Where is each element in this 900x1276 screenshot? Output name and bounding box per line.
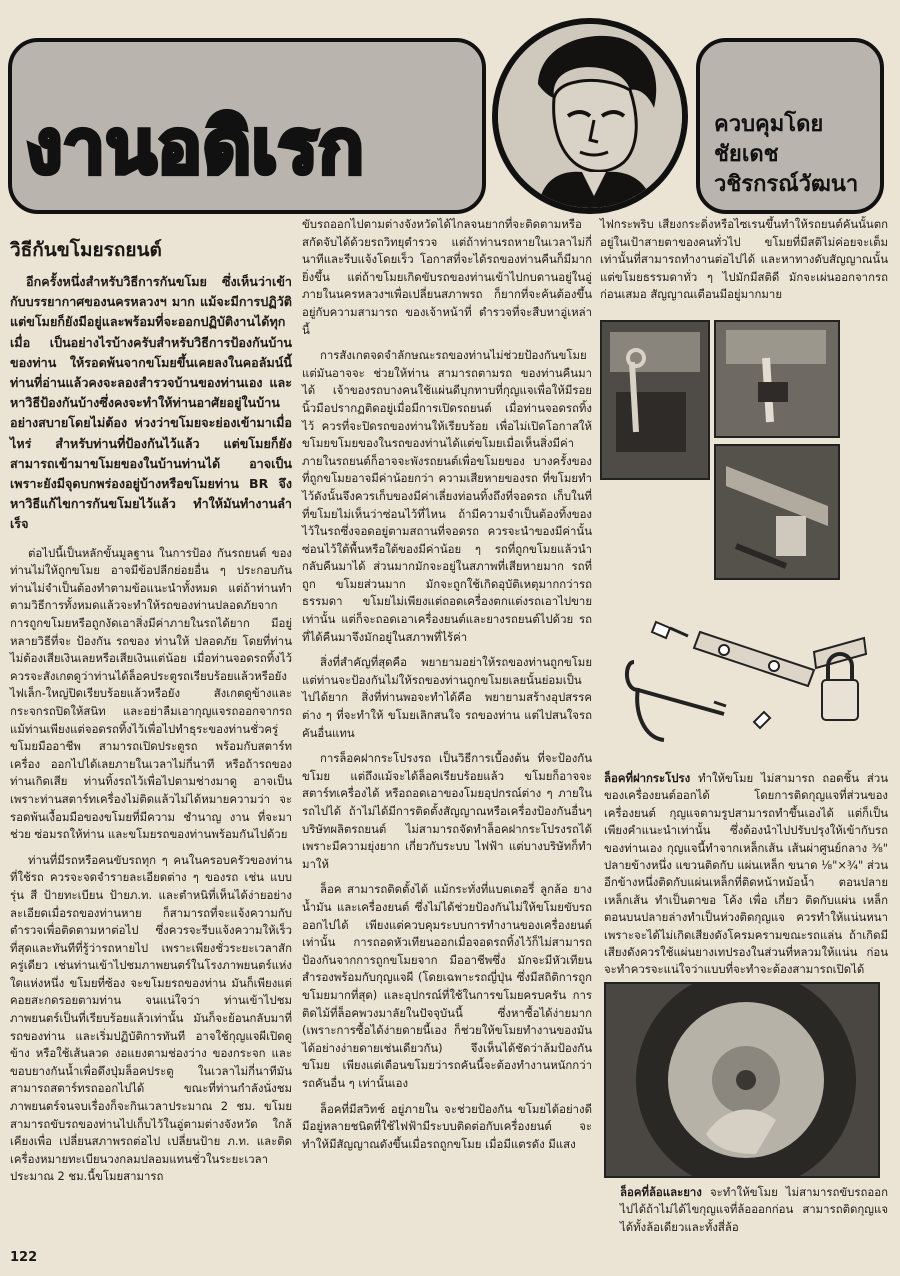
body-paragraph: ท่านที่มีรถหรือคนขับรถทุก ๆ คนในครอบครัวของท่านที่ใช้รถ ควรจะจดจำรายละเอียดต่าง ๆ ของรถ เช่น แบบรุ่น สี ป้ายทะเบียน ป้ายภ.ท. และตำหนิที่เห็นได้ง่ายอย่างละเอียดเมื่อรถของท่านหาย ก็สามารถที่จะแจ้งความกับตำรวจเพื่อติดตามหาต่อไป ซึ่งควรจะรีบแจ้งความให้เร็วที่สุดและทันทีที่รู้ว่ารถหายไป เพราะเพียงชั่วระยะเวลาสักครู่เดียว เช่นท่านเข้าไปชมภาพยนตร์ในโรงภาพยนตร์แห่งใดแห่งหนึ่ง ขโมยที่ซ้อง จะขโมยรถของท่าน มันก็เพียงแต่คอยสะกดรอยตามท่าน จนแน่ใจว่า ท่านเข้าไปชม ภาพยนตร์เป็นที่เรียบร้อยแล้วเท่านั้น มันก็จะย้อนกลับมาที่รถของท่าน และเริ่มปฏิบัติการทันที อาจใช้กุญแจผีเปิดดูข้าง หรือใช้เส้นลวด งอแยงตามช่องว่าง ของกระจก และขอบยางกันน้ำเพื่อดึงปุ่มล็อคประตู ในเวลาไม่กี่นาทีมันสามารถสตาร์ทรถออกไปได้ ขณะที่ท่านกำลังนั่งชมภาพยนตร์จนจบเรื่องก็จะกินเวลาประมาณ 2 ชม. ขโมยสามารถขับรถของท่านไปเก็บไว้ในอู่ตามต่างจังหวัด ใกล้เคียงเพื่อ เปลี่ยนสภาพรถต่อไป เปลี่ยนป้าย ภ.ท. และติดเครื่องหมายทะเบียนวงกลมปลอมแทนชั่วในระยะเวลาประมาณ 2 ชม.นี้ขโมยสามารถ <box>10 852 292 1184</box>
lock-mount-photo <box>714 444 840 580</box>
hood-lock-diagram <box>604 592 886 762</box>
title-panel <box>8 38 486 214</box>
credit-line-2: ชัยเดช <box>714 142 779 167</box>
body-paragraph: ล็อค สามารถติดตั้งได้ แม้กระทั่งที่แบตเตอรี่ ลูกล้อ ยาง น้ำมัน และเครื่องยนต์ ซึ่งไม่ได้ช่วยป้องกันไม่ให้ขโมยขับรถออกไปได้ เพียงแต่ควบคุมระบบการทำงานของเครื่องยนต์เท่านั้น การถอดหัวเทียนออกเมื่อจอดรถทิ้งไว้ก็ไม่สามารถป้องกันจากการถูกขโมยจาก มืออาชีพซึ่ง มักจะมีหัวเทียนสำรองพร้อมกับกุญแจผี (โดยเฉพาะรถญี่ปุ่น ซึ่งมีสถิติการถูกขโมยมากที่สุด) และอุปกรณ์ที่ใช้ในการขโมยครบครัน การติดไม้ที่ล็อคพวงมาลัยในปัจจุบันนี้ ซึ่งหาซื้อได้ง่ายมาก (เพราะการซื้อได้ง่ายดายนี้เอง ก็ช่วยให้ขโมยทำงานของมันได้อย่างง่ายดายเช่นเดียวกัน) จึงเห็นได้ชัดว่าล้มป้องกันขโมย เพียงแต่เตือนขโมยว่ารถคันนี้จะต้องทำงานหนักกว่ารถคันอื่น ๆ เท่านั้นเอง <box>302 882 592 1090</box>
body-paragraph: ขับรถออกไปตามต่างจังหวัดได้ไกลจนยากที่จะติดตามหรือสกัดจับได้ด้วยรถวิทยุตำรวจ แต่ถ้าท่านรถหายในเวลาไม่กี่นาทีและรีบแจ้งโดยเร็ว โอกาสที่จะได้รถของท่านคืนก็มีมากยิ่งขึ้น แต่ถ้าขโมยเกิดขับรถของท่านเข้าไปกบดานอยู่ในอู่ภายในนครหลวงฯเพื่อเปลี่ยนสภาพรถ ก็ยากที่จะค้นต้องขึ้นอยู่กับความสามารถ ของเจ้าหน้าที่ ตำรวจที่จะสืบหาอู่เหล่านี้ <box>302 217 592 337</box>
credit-line-3: วชิรกรณ์วัฒนา <box>714 172 859 197</box>
lead-paragraph: อีกครั้งหนึ่งสำหรับวิธีการกันขโมย ซึ่งเห็นว่าเข้ากับบรรยากาศของนครหลวงฯ มาก แม้จะมีการปฏิวัติ แต่ขโมยก็ยังมีอยู่และพร้อมที่จะออกปฏิบัติงานได้ทุกเมื่อ เป็นอย่างไรบ้างครับสำหรับวิธีการป้องกันบ้านของท่าน ให้รอดพ้นจากขโมยขึ้นเคยลงในคอลัมน์นี้ ท่านที่อ่านแล้วคงจะลองสำรวจบ้านของท่านเอง และหาวิธีป้องกันบ้างซึ่งคงจะทำให้ท่านอาศัยอยู่ในบ้าน อย่างสบายโดยไม่ต้อง ห่วงว่าขโมยจะย่องเข้ามาเมื่อไหร่ สำหรับท่านที่ป้องกันไว้แล้ว แต่ขโมยก็ยังสามารถเข้ามาขโมยของในบ้านท่านได้ อาจเป็นเพราะยังมีจุดบกพร่องอยู่บ้างหรือขโมยท่าน BR จึงหาวิธีแก้ไขการกันขโมยไว้แล้ว ทำให้มันทำงานลำเร็จ <box>10 274 292 532</box>
body-paragraph: ไฟกระพริบ เสียงกระดิ่งหรือไซเรนขึ้นทำให้รถยนต์คันนั้นตกอยู่ในเป้าสายตาของคนทั่วไป ขโมยที่มีสติไม่ค่อยจะเต็มเท่านั้นที่สามารถทำงานต่อไปได้ และหาทางดับสัญญาณนั้น แต่ขโมยธรรมดาทั่ว ๆ ไปมักมีสติดี มักจะเผ่นออกจากรถก่อนเสมอ สัญญาณเตือนมีอยู่มากมาย <box>600 217 888 302</box>
caption-heading: ล็อคที่ล้อและยาง <box>620 1185 702 1199</box>
column-title: งานอดิเรก <box>26 104 365 190</box>
column-header <box>8 18 884 214</box>
engine-bay-photo <box>600 320 710 480</box>
credit-panel <box>696 38 884 214</box>
caption-wheel-lock <box>620 1184 888 1236</box>
body-paragraph: สิ่งที่สำคัญที่สุดคือ พยายามอย่าให้รถของท่านถูกขโมยแต่ท่านจะป้องกันไม่ให้รถของท่านถูกขโมยเลยนั้นย่อมเป็นไปได้ยาก สิ่งที่ท่านพอจะทำได้คือ พยายามสร้างอุปสรรคต่าง ๆ ที่จะทำให้ ขโมยเลิกสนใจ รถของท่าน แต่ไปสนใจรถคันอื่นแทน <box>302 655 592 740</box>
hood-latch-photo <box>714 320 840 438</box>
caption-text: ทำให้ขโมย ไม่สามารถ ถอดชิ้น ส่วนของเครื่องยนต์ออกได้ โดยการติดกุญแจที่ส่วนของเครื่องยนต์ กุญแจตามรูปสามารถทำขึ้นเองได้ แต่ก็เป็นเพียงคำแนะนำเท่านั้น ซึ่งต้องนำไปปรับปรุงให้เข้ากับรถของท่านเอง กุญแจนี้ทำจากเหล็กเส้น เส้นผ่าศูนย์กลาง ⅜" ปลายข้างหนึ่ง แขวนติดกับ แผ่นเหล็ก ขนาด ⅛"×¾" ส่วนอีกข้างหนึ่งติดกับแผ่นเหล็กที่ติดหน้าหม้อน้ำ ตอนปลายเหล็กเส้น ทำเป็นตาขอ โค้ง เพื่อ เกี่ยว ติดกับแผ่น เหล็ก ตอนบนปลายล่างทำเป็นห่วงติดกุญแจ ควรทำให้แน่นหนาเพราะจะได้ไม่เกิดเสียงดังโครมครามขณะรถแล่น ถ้าเกิดมีเสียงดังควรใช้แผ่นยางเทปรองในส่วนที่หลวมให้แน่น ก่อนจะทำควรจะแน่ใจว่าแบบที่จะทำจะต้องสามารถเปิดได้ <box>604 771 889 977</box>
text-column-3 <box>600 216 888 312</box>
portrait-drawing <box>498 24 682 208</box>
article-title: วิธีกันขโมยรถยนต์ <box>10 239 162 261</box>
credit-line-1: ควบคุมโดย <box>714 112 824 137</box>
body-paragraph: ต่อไปนี้เป็นหลักขั้นมูลฐาน ในการป้อง กันรถยนต์ ของท่านไม่ให้ถูกขโมย อาจมีข้อปลีกย่อยอื่น ๆ ประกอบกัน ท่านไม่จำเป็นต้องทำตามข้อแนะนำทั้งหมด แต่ถ้าท่านทำตามวิธีการทั้งหมดแล้วจะทำให้รถของท่านปลอดภัยจากการถูกขโมยหรือถูกงัดเอาสิ่งมีค่าภายในรถได้ยาก มีอยู่หลายวิธีที่จะ ป้องกัน รถของ ท่านให้ ปลอดภัย โดยที่ท่าน ไม่ต้องเสียเงินเลยหรือเสียเงินแต่น้อย เมื่อท่านจอดรถทิ้งไว้ ควรจะสังเกตดูว่าท่านได้ล็อคประตูรถเรียบร้อยแล้วหรือยัง ไฟเล็ก-ใหญ่ปิดเรียบร้อยแล้วหรือยัง สังเกตดูข้างและกระจกรถปิดให้สนิท และอย่าลืมเอากุญแจรถออกจากรถ แม้ท่านเพียงแต่จอดรถทิ้งไว้เพื่อไปทำธุระของท่านชั่วครู่ ขโมยมืออาชีพ สามารถเปิดประตูรถ พร้อมกับสตาร์ทเครื่อง ออกไปได้เลยภายในเวลาไม่กี่นาที หรือถ้ารถของท่านเกิดเสีย ท่านทิ้งรถไว้เพื่อไปตามช่างมาดู อาจเป็นเพราะท่านสตาร์ทเครื่องไม่ติดแล้วไม่ได้หมายความว่า จะรอดพ้นเงื้อมมือของขโมยที่มีความ ชำนาญ งาน ที่จะมาช่วย ซ่อมรถให้ท่าน และขโมยรถของท่านพร้อมกันไปด้วย <box>10 545 292 842</box>
caption-heading: ล็อคที่ฝากระโปรง <box>604 771 691 785</box>
body-paragraph: การล็อคฝากระโปรงรถ เป็นวิธีการเบื้องต้น ที่จะป้องกันขโมย แต่ถึงแม้จะได้ล็อคเรียบร้อยแล้ว ขโมยก็อาจจะสตาร์ทเครื่องได้ หรือถอดเอาของโมยอุปกรณ์ต่าง ๆ ภายในรถไปได้ ถ้าไม่ได้มีการติดตั้งสัญญาณหรือเครื่องป้องกันอื่นๆ บริษัทผลิตรถยนต์ ไม่สามารถจัดทำล็อคฝากระโปรงรถได้ เพราะมีความยุ่งยาก เกี่ยวกับระบบ ไฟฟ้า แต่บางบริษัทก็ทำมาให้ <box>302 751 592 871</box>
article-lead <box>10 272 292 535</box>
caption-hood-lock <box>604 770 888 979</box>
author-portrait <box>492 18 688 214</box>
wheel-lock-photo <box>604 982 880 1178</box>
caption-text: จะทำให้ขโมย ไม่สามารถขับรถออกไปได้ถ้าไม่ได้ไขกุญแจที่ล้อออกก่อน สามารถติดกุญแจได้ทั้งล้อเดียวและทั้งสี่ล้อ <box>620 1185 888 1234</box>
text-column-1 <box>10 238 292 1194</box>
body-paragraph: การสังเกตจดจำลักษณะรถของท่านไม่ช่วยป้องกันขโมยแต่มันอาจจะ ช่วยให้ท่าน สามารถตามรถ ของท่านคืนมา ได้ เจ้าของรถบางคนใช้แผ่นดีบุกทาบที่กุญแจเพื่อให้มีรอยนิ้วมือปรากฏติดอยู่เมื่อมีการเปิดรถยนต์ เมื่อท่านจอดรถทิ้งไว้ ควรที่จะปิดรถของท่านให้เรียบร้อย เพื่อไม่เปิดโอกาสให้ขโมยขโมยของในรถของท่านได้แต่ขโมยเมื่อเห็นสิ่งมีค่าภายในรถยนต์ก็อาจจะพังรถยนต์เพื่อขโมยของ บางครั้งของที่ถูกขโมยอาจมีค่าน้อยกว่า ความเสียหายของรถ ที่ขโมยทำไว้ดังนั้นจึงควรเก็บของมีค่าเลี่ยงท่อนทิ้งถึงที่จอดรถ เก็บในที่ที่ขโมยไม่เห็นว่าซ่อนไว้ที่ไหน ถ้ามีความจำเป็นต้องทิ้งของไว้ในรถซึ่งจอดอยู่ตามสถานที่จอดรถ ควรจะนำของมีค่านั้นซ่อนไว้ใต้พื้นหรือใต้ของมีค่าน้อย ๆ รถที่ถูกขโมยแล้วนำกลับคืนมาได้ ส่วนมากมักจะอยู่ในสภาพที่เสียหายมาก รถที่ถูก ขโมยส่วนมาก มักจะถูกใช้เกิดอุบัติเหตุมากกว่ารถธรรมดา ขโมยไม่เพียงแต่ถอดเครื่องตกแต่งรถเอาไปขายเท่านั้น แต่ก็จะถอดเอาเครื่องยนต์และยางรถยนต์ไปด้วย รถที่ได้คืนมาจึงมักอยู่ในสภาพที่ไร้ค่า <box>302 348 592 644</box>
page-number: 122 <box>10 1250 38 1265</box>
text-column-2 <box>302 216 592 1161</box>
body-paragraph: ล็อคที่มีสวิทช์ อยู่ภายใน จะช่วยป้องกัน ขโมยได้อย่างดี มีอยู่หลายชนิดที่ใช้ไฟฟ้ามีระบบติดต่อกับเครื่องยนต์ จะทำให้มีสัญญาณดังขึ้นเมื่อรถถูกขโมย เมื่อมีแตรดัง มีแสง <box>302 1101 592 1151</box>
